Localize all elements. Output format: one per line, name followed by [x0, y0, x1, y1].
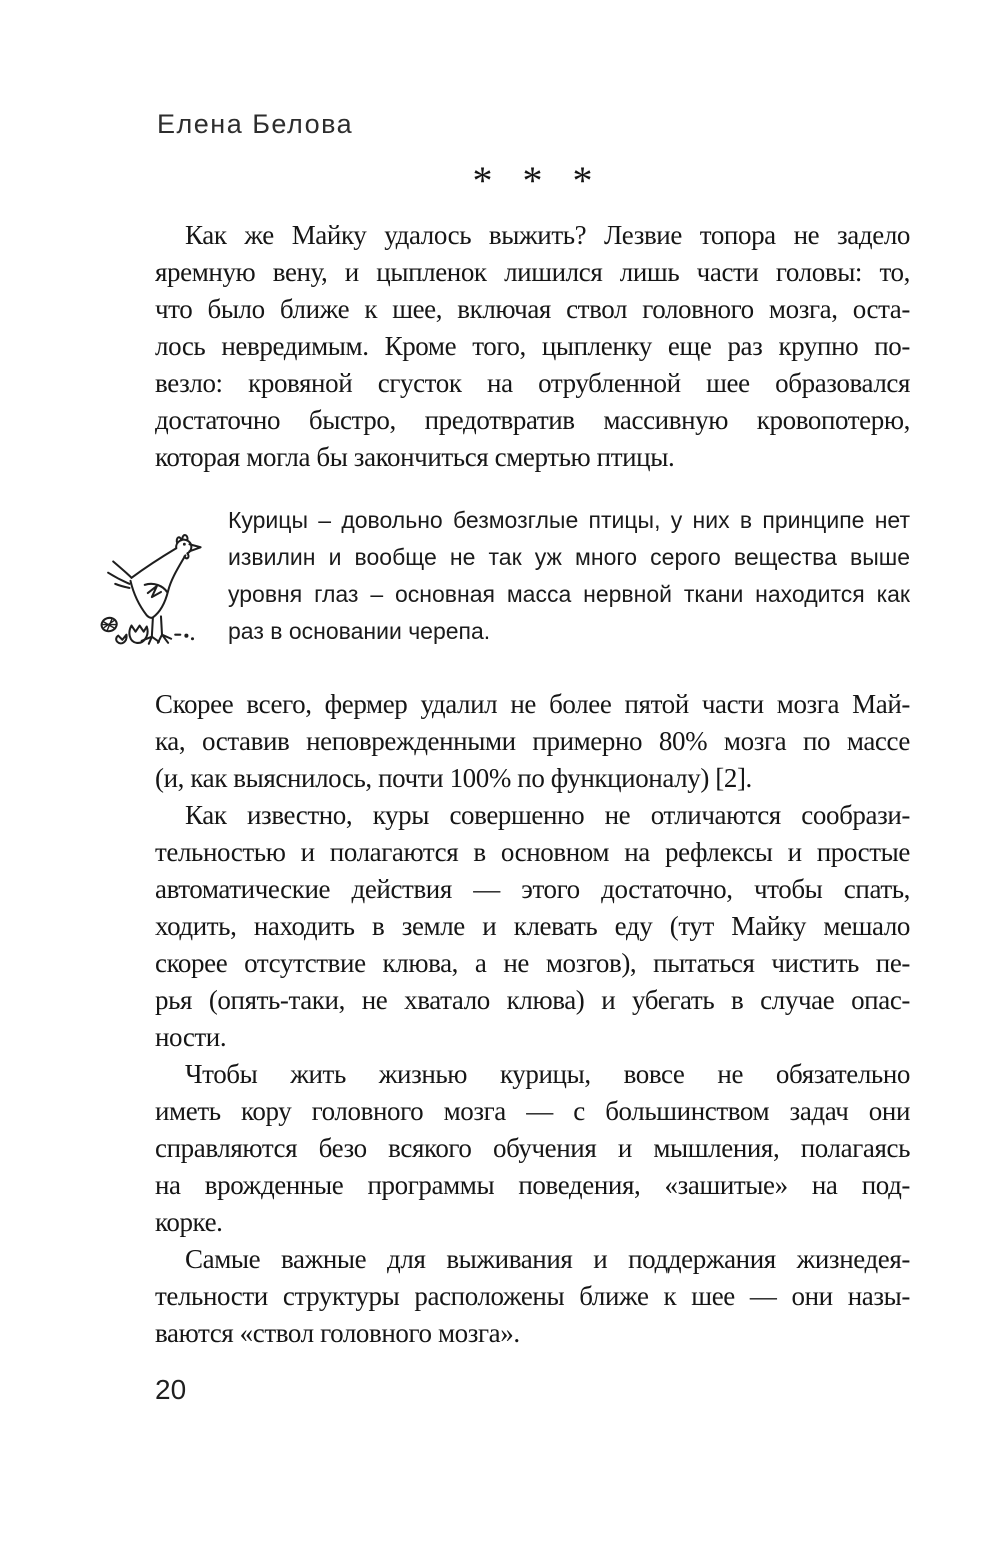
paragraph-text-line: корке.: [155, 1207, 223, 1237]
paragraph-text-line: справляются безо всякого обучения и мышления, полагаясь: [155, 1133, 910, 1163]
paragraph-text-line: ка, оставив неповрежденными примерно 80% мозга по массе: [155, 726, 910, 756]
running-header-author: Елена Белова: [157, 109, 354, 139]
paragraph-text-line: ваются «ствол головного мозга».: [155, 1318, 520, 1348]
paragraph-text-line: что было ближе к шее, включая ствол головного мозга, оста-: [155, 294, 910, 324]
paragraph-text-line: Как же Майку удалось выжить? Лезвие топора не задело: [185, 220, 910, 250]
paragraph-text-line: везло: кровяной сгусток на отрубленной шее образовался: [155, 368, 910, 398]
content: [155, 217, 910, 1352]
body-paragraph: [155, 1056, 910, 1241]
paragraph-text-line: иметь кору головного мозга — с большинством задач они: [155, 1096, 910, 1126]
paragraph-text-line: ности.: [155, 1022, 227, 1052]
paragraph-text-line: тельности структуры расположены ближе к шее — они назы-: [155, 1281, 910, 1311]
paragraph-text-line: рья (опять-таки, не хватало клюва) и убегать в случае опас-: [155, 985, 910, 1015]
note-text-line: раз в основании черепа.: [228, 618, 491, 644]
body-paragraph: [155, 686, 910, 797]
body-paragraph: [155, 797, 910, 1056]
paragraph-text-line: скорее отсутствие клюва, а не мозгов), пытаться чистить пе-: [155, 948, 910, 978]
page-number: 20: [155, 1374, 187, 1405]
paragraph-text-line: автоматические действия — этого достаточно, чтобы спать,: [155, 874, 910, 904]
paragraph-text-line: лось невредимым. Кроме того, цыпленку еще раз крупно по-: [155, 331, 910, 361]
paragraph-text-line: Скорее всего, фермер удалил не более пятой части мозга Май-: [155, 689, 910, 719]
paragraph-text-line: на врожденные программы поведения, «зашитые» на под-: [155, 1170, 910, 1200]
section-separator-stars: * * *: [472, 158, 593, 203]
note-text-line: извилин и вообще не так уж много серого вещества выше: [228, 544, 910, 570]
chicken-doodle-illustration: [100, 530, 224, 654]
paragraph-text-line: Как известно, куры совершенно не отличаются сообрази-: [185, 800, 910, 830]
paragraph-text-line: Чтобы жить жизнью курицы, вовсе не обязательно: [185, 1059, 910, 1089]
paragraph-text-line: ходить, находить в земле и клевать еду (тут Майку мешало: [155, 911, 910, 941]
margin-note: [155, 502, 910, 650]
body-paragraph: [155, 1241, 910, 1352]
paragraph-text-line: яремную вену, и цыпленок лишился лишь части головы: то,: [155, 257, 910, 287]
note-text-line: Курицы – довольно безмозглые птицы, у них в принципе нет: [228, 507, 910, 533]
paragraph-text-line: достаточно быстро, предотвратив массивную кровопотерю,: [155, 405, 910, 435]
paragraph-text-line: (и, как выяснилось, почти 100% по функционалу) [2].: [155, 763, 752, 793]
paragraph-text-line: Самые важные для выживания и поддержания жизнедея-: [185, 1244, 910, 1274]
paragraph-text-line: тельностью и полагаются в основном на рефлексы и простые: [155, 837, 910, 867]
body-paragraph: [155, 217, 910, 476]
paragraph-text-line: которая могла бы закончиться смертью птицы.: [155, 442, 675, 472]
note-text-line: уровня глаз – основная масса нервной ткани находится как: [228, 581, 910, 607]
